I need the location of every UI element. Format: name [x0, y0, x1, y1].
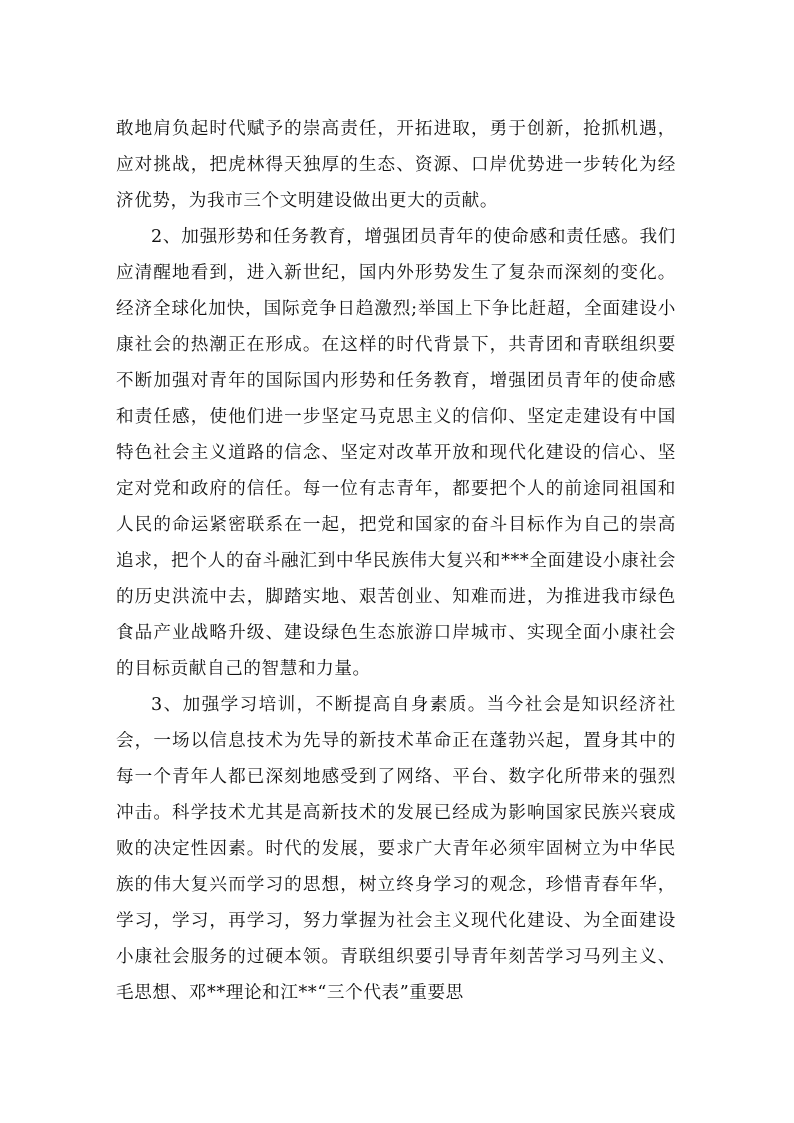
- paragraph-2: 2、加强形势和任务教育，增强团员青年的使命感和责任感。我们应清醒地看到，进入新世纪，国内外形势发生了复杂而深刻的变化。经济全球化加快，国际竞争日趋激烈;举国上下争比赶超，全面建设小康社会的热潮正在形成。在这样的时代背景下，共青团和青联组织要不断加强对青年的国际国内形势和任务教育，增强团员青年的使命感和责任感，使他们进一步坚定马克思主义的信仰、坚定走建设有中国特色社会主义道路的信念、坚定对改革开放和现代化建设的信心、坚定对党和政府的信任。每一位有志青年，都要把个人的前途同祖国和人民的命运紧密联系在一起，把党和国家的奋斗目标作为自己的崇高追求，把个人的奋斗融汇到中华民族伟大复兴和***全面建设小康社会的历史洪流中去，脚踏实地、艰苦创业、知难而进，为推进我市绿色食品产业战略升级、建设绿色生态旅游口岸城市、实现全面小康社会的目标贡献自己的智慧和力量。: [116, 227, 676, 679]
- body-text: [116, 111, 676, 1011]
- paragraph-1: 敢地肩负起时代赋予的崇高责任，开拓进取，勇于创新，抢抓机遇，应对挑战，把虎林得天独厚的生态、资源、口岸优势进一步转化为经济优势，为我市三个文明建设做出更大的贡献。: [116, 119, 676, 211]
- paragraph-3: 3、加强学习培训，不断提高自身素质。当今社会是知识经济社会，一场以信息技术为先导的新技术革命正在蓬勃兴起，置身其中的每一个青年人都已深刻地感受到了网络、平台、数字化所带来的强烈冲击。科学技术尤其是高新技术的发展已经成为影响国家民族兴衰成败的决定性因素。时代的发展，要求广大青年必须牢固树立为中华民族的伟大复兴而学习的思想，树立终身学习的观念，珍惜青春年华，学习，学习，再学习，努力掌握为社会主义现代化建设、为全面建设小康社会服务的过硬本领。青联组织要引导青年刻苦学习马列主义、毛思想、邓**理论和江**“三个代表”重要思: [116, 695, 676, 1003]
